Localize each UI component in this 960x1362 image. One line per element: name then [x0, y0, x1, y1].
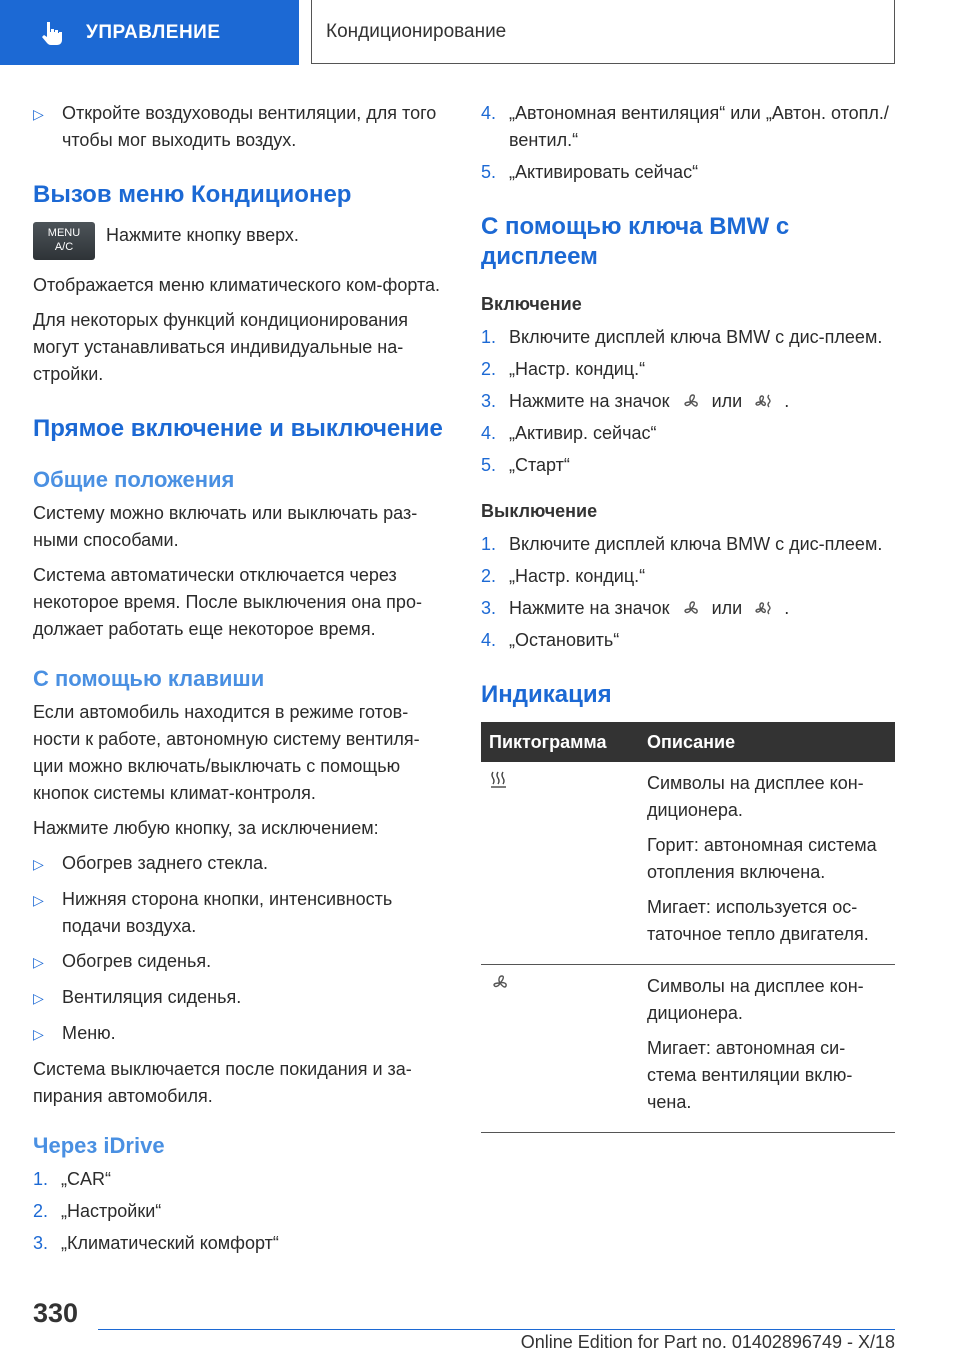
heading-on: Включение — [481, 294, 582, 314]
step-item: 4. „Активир. сейчас“ — [481, 423, 657, 443]
heat-waves-icon — [489, 770, 509, 790]
triangle-bullet-icon: ▷ — [33, 856, 44, 872]
step-item: 4. „Остановить“ — [481, 630, 620, 650]
step-item: 2. „Настр. кондиц.“ — [481, 566, 646, 586]
heading-off: Выключение — [481, 501, 598, 521]
triangle-bullet-icon: ▷ — [33, 892, 44, 908]
fan-heat-icon — [752, 599, 774, 619]
menu-ac-button-icon: MENU A/C — [33, 222, 95, 260]
chapter-header — [311, 0, 895, 64]
heading-general: Общие положения — [33, 467, 235, 492]
fan-icon — [680, 599, 702, 619]
hand-pointer-icon — [40, 20, 66, 46]
triangle-bullet-icon: ▷ — [33, 954, 44, 970]
fan-icon — [489, 973, 511, 993]
triangle-bullet-icon: ▷ — [33, 106, 44, 122]
step-item: 3. Нажмите на значок или . — [481, 391, 790, 411]
table-header-description: Описание — [639, 722, 895, 762]
heading-keyfob: С помощью ключа BMW с дисплеем — [481, 213, 790, 270]
list-item: ▷ Вентиляция сиденья. — [33, 984, 447, 1012]
list-item: ▷ Обогрев сиденья. — [33, 948, 447, 976]
step-item: 1. „CAR“ — [33, 1169, 111, 1189]
heading-direct: Прямое включение и выключение — [33, 415, 443, 442]
page-number: 330 — [33, 1298, 79, 1328]
triangle-bullet-icon: ▷ — [33, 990, 44, 1006]
heading-idrive: Через iDrive — [33, 1133, 165, 1158]
chapter-title: Кондиционирование — [326, 20, 507, 42]
step-item: 4. „Автономная вентиляция“ или „Автон. отопл./вентил.“ — [481, 103, 889, 150]
indication-table — [481, 722, 895, 1133]
step-item: 1. Включите дисплей ключа BMW с дис-плеем. — [481, 534, 883, 554]
section-tab — [0, 0, 299, 65]
list-item: ▷ Откройте воздуховоды вентиляции, для того чтобы мог выходить воздух. — [33, 100, 447, 154]
section-title: УПРАВЛЕНИЕ — [86, 21, 221, 43]
list-item: ▷ Нижняя сторона кнопки, интенсивность подачи воздуха. — [33, 886, 447, 940]
table-row: Символы на дисплее кон-диционера. Горит: автономная система отопления включена. Мигает: используется ос-таточное тепло двигателя. — [481, 762, 895, 965]
list-item: ▷ Обогрев заднего стекла. — [33, 850, 447, 878]
step-item: 5. „Старт“ — [481, 455, 570, 475]
menu-instruction: MENU A/C Нажмите кнопку вверх. — [33, 222, 447, 260]
step-item: 5. „Активировать сейчас“ — [481, 162, 699, 182]
right-column — [481, 100, 895, 1133]
edition-footer: Online Edition for Part no. 01402896749 - X/18 — [520, 1332, 895, 1352]
footer-divider — [98, 1329, 895, 1330]
table-header-pictogram: Пиктограмма — [481, 722, 639, 762]
step-item: 2. „Настр. кондиц.“ — [481, 359, 646, 379]
left-column: ▷ Откройте воздуховоды вентиляции, для того чтобы мог выходить воздух. Вызов меню Кондиционер MENU A/C Нажмите кнопку вверх. Отображается меню климатического ком-форта. Для некоторых функций кондиционирования могут устанавливаться индивидуальные на-стройки. Прямое включение и выключение Общие положения Систему можно включать или выключать раз-ными способами. Система автоматически отключается через некоторое время. После выключения она про-должает работать еще некоторое время. С помощью клавиши Если автомобиль находится в режиме готов-ности к работе, автономную систему вентиля-ции можно включать/выключать с помощью кнопок системы климат-контроля. Нажмите любую кнопку, за исключением: ▷ Обогрев заднего стекла. ▷ Нижняя сторона кнопки, интенсивность подачи воздуха. ▷ Обогрев сиденья. ▷ Вентиляция сиденья. ▷ Меню. Система выключается после покидания и за-пирания автомобиля. Через iDrive 1. „CAR“ 2. „Настройки“ 3. „Климатический комфорт“ — [33, 100, 447, 1262]
heading-key: С помощью клавиши — [33, 666, 265, 691]
step-item: 3. „Климатический комфорт“ — [33, 1233, 279, 1253]
fan-heat-icon — [752, 392, 774, 412]
heading-indication: Индикация — [481, 681, 612, 708]
list-item: ▷ Меню. — [33, 1020, 447, 1048]
step-item: 3. Нажмите на значок или . — [481, 598, 790, 618]
table-row: Символы на дисплее кон-диционера. Мигает: автономная си-стема вентиляции вклю-чена. — [481, 965, 895, 1133]
step-item: 1. Включите дисплей ключа BMW с дис-плеем. — [481, 327, 883, 347]
heading-menu: Вызов меню Кондиционер — [33, 181, 352, 208]
step-item: 2. „Настройки“ — [33, 1201, 162, 1221]
triangle-bullet-icon: ▷ — [33, 1026, 44, 1042]
fan-icon — [680, 392, 702, 412]
